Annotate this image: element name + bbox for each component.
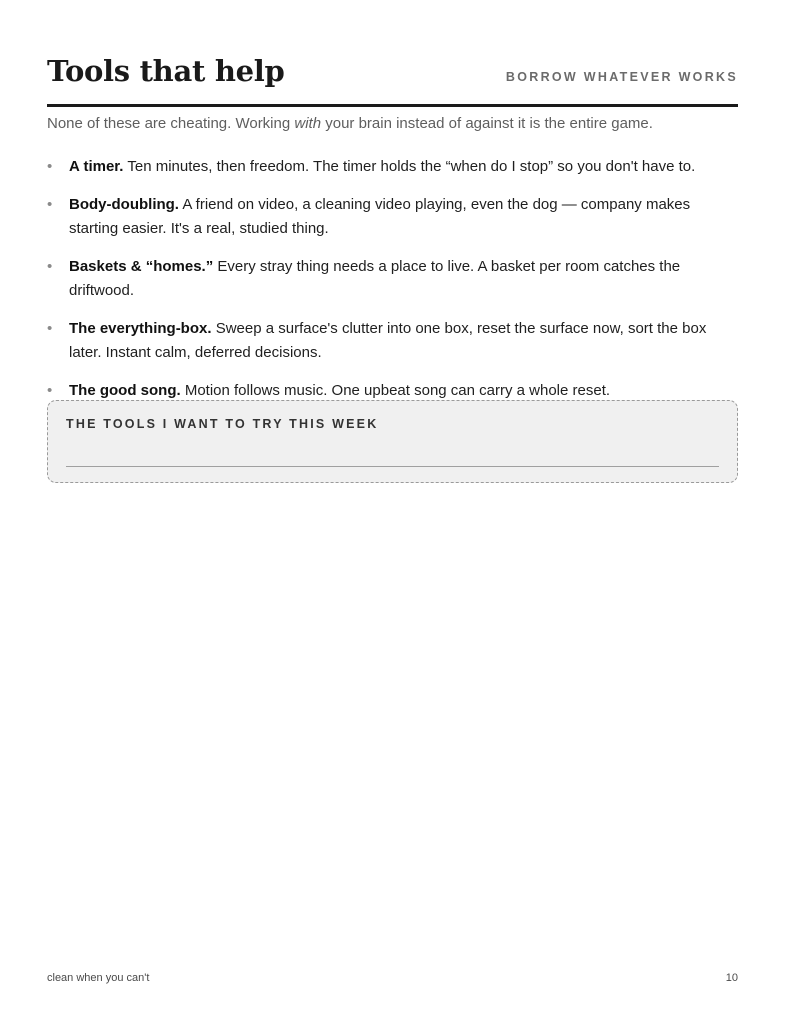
write-in-line[interactable] bbox=[66, 466, 719, 467]
list-item bbox=[47, 255, 738, 303]
tool-description: Sweep a surface's clutter into one box, reset the surface now, sort the box later. Instant calm, deferred decisions. bbox=[69, 320, 707, 361]
bullet-icon: • bbox=[47, 320, 53, 337]
page-kicker: BORROW WHATEVER WORKS bbox=[505, 70, 738, 84]
intro-emphasis: with bbox=[294, 115, 322, 132]
worksheet-page bbox=[47, 0, 738, 1028]
tool-description: Ten minutes, then freedom. The timer holds the “when do I stop” so you don't have to. bbox=[123, 158, 696, 175]
bullet-icon: • bbox=[47, 382, 53, 399]
footer-book-title: clean when you can't bbox=[47, 972, 150, 984]
tool-description: A friend on video, a cleaning video playing, even the dog — company makes starting easier. It's a real, studied thing. bbox=[69, 196, 691, 237]
tool-description: Every stray thing needs a place to live. A basket per room catches the driftwood. bbox=[69, 258, 681, 299]
bullet-icon: • bbox=[47, 158, 53, 175]
bullet-icon: • bbox=[47, 258, 53, 275]
tool-name: A timer. bbox=[69, 158, 124, 175]
list-item bbox=[47, 155, 738, 179]
tool-name: Baskets & “homes.” bbox=[69, 258, 214, 275]
write-in-box bbox=[47, 400, 738, 483]
list-item bbox=[47, 317, 738, 365]
write-in-label: THE TOOLS I WANT TO TRY THIS WEEK bbox=[66, 417, 379, 431]
page-title: Tools that help bbox=[47, 54, 285, 88]
tool-name: The everything-box. bbox=[69, 320, 212, 337]
tool-name: Body-doubling. bbox=[69, 196, 179, 213]
bullet-icon: • bbox=[47, 196, 53, 213]
footer-page-number: 10 bbox=[725, 972, 738, 984]
tool-name: The good song. bbox=[69, 382, 181, 399]
intro-text-after: your brain instead of against it is the entire game. bbox=[321, 115, 653, 132]
page-header bbox=[47, 52, 738, 107]
tool-description: Motion follows music. One upbeat song can carry a whole reset. bbox=[180, 382, 611, 399]
tools-list bbox=[47, 155, 738, 417]
list-item bbox=[47, 193, 738, 241]
intro-text-before: None of these are cheating. Working bbox=[47, 115, 295, 132]
intro-paragraph bbox=[47, 115, 738, 132]
